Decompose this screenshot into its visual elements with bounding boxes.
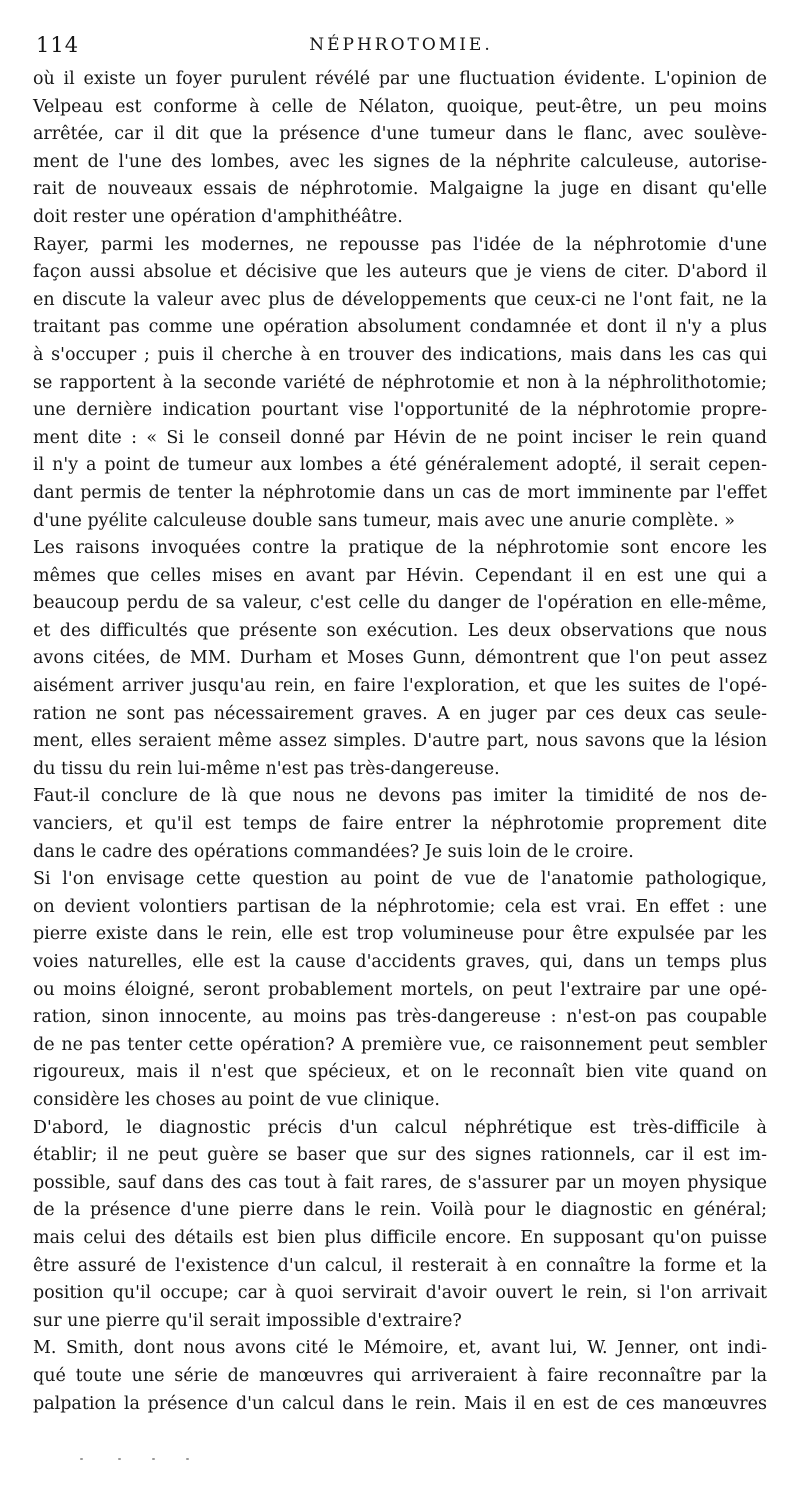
text-line: où il existe un foyer purulent révélé par une fluctuation évidente. L'opinion de: [33, 69, 767, 89]
text-line: ment, elles seraient même assez simples. D'autre part, nous savons que la lésion: [33, 731, 767, 752]
text-line: ration ne sont pas nécessairement graves. A en juger par ces deux cas seule-: [33, 703, 767, 724]
text-line: possible, sauf dans des cas tout à fait rares, de s'assurer par un moyen physique: [33, 1172, 767, 1193]
scan-speck: [152, 1458, 155, 1460]
text-line: palpation la présence d'un calcul dans le rein. Mais il en est de ces manœuvres: [33, 1393, 767, 1414]
text-line: établir; il ne peut guère se baser que sur des signes rationnels, car il est im-: [33, 1145, 767, 1166]
text-line: traitant pas comme une opération absolument condamnée et dont il n'y a plus: [33, 317, 767, 338]
text-line: dans le cadre des opérations commandées? Je suis loin de le croire.: [33, 841, 634, 862]
text-line: sur une pierre qu'il serait impossible d'extraire?: [33, 1310, 462, 1331]
text-line: de ne pas tenter cette opération? A première vue, ce raisonnement peut sembler: [33, 1034, 767, 1055]
text-line: il n'y a point de tumeur aux lombes a été généralement adopté, il serait cepen-: [33, 455, 767, 476]
scan-speck: [80, 1458, 83, 1460]
text-line: ration, sinon innocente, au moins pas très-dangereuse : n'est-on pas coupable: [33, 1007, 767, 1028]
text-line: et des difficultés que présente son exécution. Les deux observations que nous: [33, 620, 767, 641]
text-line: rigoureux, mais il n'est que spécieux, et on le reconnaît bien vite quand on: [33, 1062, 767, 1083]
text-line: beaucoup perdu de sa valeur, c'est celle du danger de l'opération en elle-même,: [33, 593, 767, 614]
text-line: position qu'il occupe; car à quoi servirait d'avoir ouvert le rein, si l'on arrivait: [33, 1283, 767, 1304]
text-line: Les raisons invoquées contre la pratique de la néphrotomie sont encore les: [33, 538, 767, 559]
text-line: dant permis de tenter la néphrotomie dans un cas de mort imminente par l'effet: [33, 482, 767, 503]
text-line: on devient volontiers partisan de la néphrotomie; cela est vrai. En effet : une: [33, 896, 767, 917]
scan-specks: [80, 1458, 220, 1464]
running-title: NÉPHROTOMIE.: [309, 35, 493, 55]
text-line: avons citées, de MM. Durham et Moses Gunn, démontrent que l'on peut assez: [33, 648, 767, 669]
text-line: du tissu du rein lui-même n'est pas très-dangereuse.: [33, 758, 500, 779]
text-line: Rayer, parmi les modernes, ne repousse pas l'idée de la néphrotomie d'une: [33, 234, 767, 255]
scan-speck: [118, 1458, 121, 1460]
text-line: vanciers, et qu'il est temps de faire entrer la néphrotomie proprement dite: [33, 814, 767, 835]
text-line: considère les choses au point de vue clinique.: [33, 1089, 440, 1110]
text-line: une dernière indication pourtant vise l'opportunité de la néphrotomie propre-: [33, 400, 767, 421]
text-line: rait de nouveaux essais de néphrotomie. Malgaigne la juge en disant qu'elle: [33, 179, 767, 200]
scan-speck: [186, 1458, 189, 1460]
text-line: de la présence d'une pierre dans le rein. Voilà pour le diagnostic en général;: [33, 1200, 767, 1221]
text-line: Velpeau est conforme à celle de Nélaton, quoique, peut-être, un peu moins: [33, 96, 767, 117]
text-line: d'une pyélite calculeuse double sans tumeur, mais avec une anurie complète. »: [33, 510, 735, 531]
text-line: qué toute une série de manœuvres qui arriveraient à faire reconnaître par la: [33, 1365, 767, 1386]
text-line: Si l'on envisage cette question au point de vue de l'anatomie pathologique,: [33, 869, 767, 890]
text-line: D'abord, le diagnostic précis d'un calcul néphrétique est très-difficile à: [33, 1117, 767, 1138]
text-line: ment de l'une des lombes, avec les signes de la néphrite calculeuse, autorise-: [33, 151, 767, 172]
text-line: voies naturelles, elle est la cause d'accidents graves, qui, dans un temps plus: [33, 952, 767, 972]
text-line: M. Smith, dont nous avons cité le Mémoire, et, avant lui, W. Jenner, ont indi-: [33, 1338, 767, 1359]
text-line: se rapportent à la seconde variété de néphrotomie et non à la néphrolithotomie;: [33, 372, 767, 393]
text-line: être assuré de l'existence d'un calcul, il resterait à en connaître la forme et la: [33, 1255, 767, 1276]
text-line: ment dite : « Si le conseil donné par Hévin de ne point inciser le rein quand: [33, 427, 767, 448]
text-line: aisément arriver jusqu'au rein, en faire l'exploration, et que les suites de l'opé-: [33, 676, 767, 697]
text-line: à s'occuper ; puis il cherche à en trouver des indications, mais dans les cas qui: [33, 344, 767, 365]
text-line: arrêtée, car il dit que la présence d'une tumeur dans le flanc, avec soulève-: [33, 124, 767, 145]
running-head: [36, 30, 766, 60]
text-line: en discute la valeur avec plus de développements que ceux-ci ne l'ont fait, ne la: [33, 289, 767, 310]
text-line: mêmes que celles mises en avant par Hévin. Cependant il en est une qui a: [33, 565, 767, 586]
text-line: doit rester une opération d'amphithéâtre.: [33, 206, 403, 227]
text-line: mais celui des détails est bien plus difficile encore. En supposant qu'on puisse: [33, 1227, 767, 1248]
text-line: Faut-il conclure de là que nous ne devons pas imiter la timidité de nos de-: [33, 786, 767, 807]
body-text: [33, 66, 767, 1418]
page-number: 114: [36, 33, 80, 57]
text-line: pierre existe dans le rein, elle est trop volumineuse pour être expulsée par les: [33, 924, 767, 945]
text-line: ou moins éloigné, seront probablement mortels, on peut l'extraire par une opé-: [33, 979, 767, 1000]
text-line: façon aussi absolue et décisive que les auteurs que je viens de citer. D'abord il: [33, 262, 767, 283]
